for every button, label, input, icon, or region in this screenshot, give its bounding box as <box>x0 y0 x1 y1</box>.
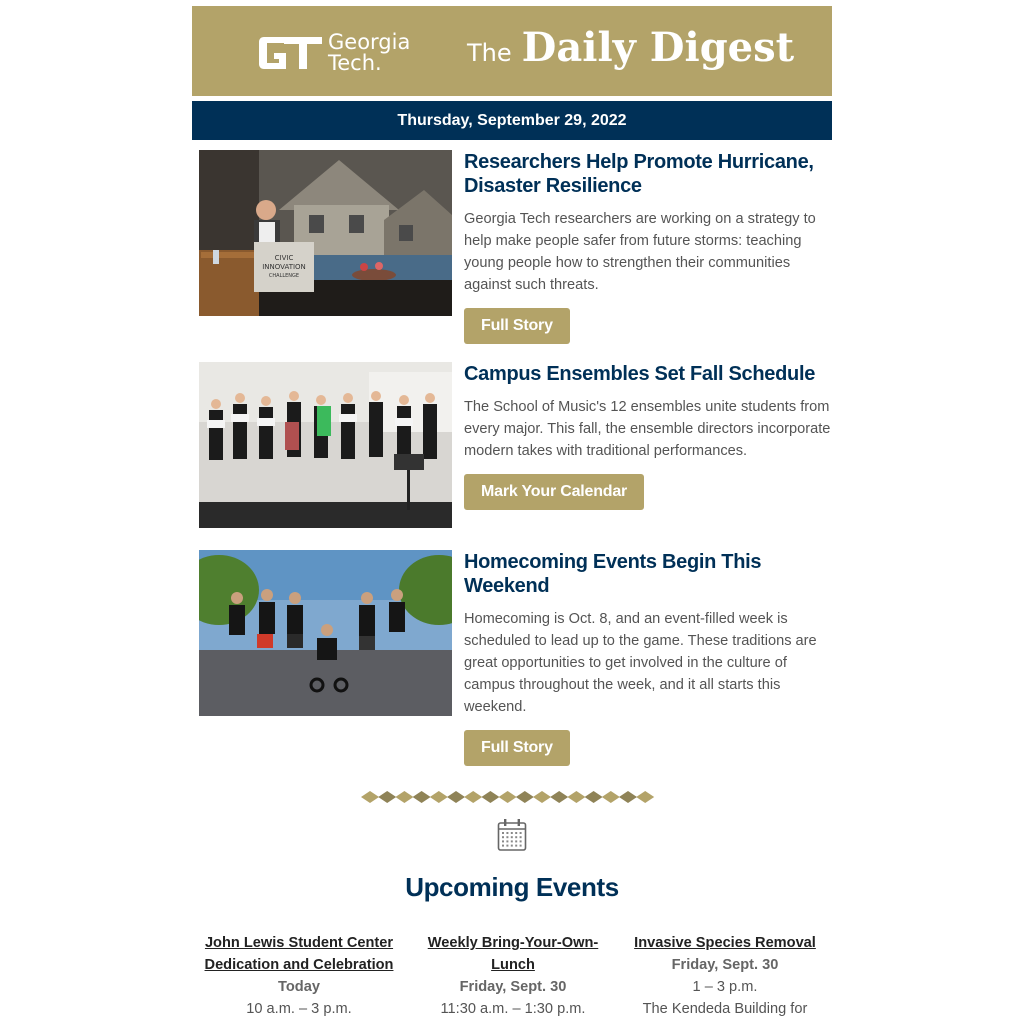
calendar-grid-dot <box>520 840 522 842</box>
divider-diamond <box>602 791 620 803</box>
masthead-header <box>192 6 832 96</box>
story-text <box>464 150 831 344</box>
story-photo-homecoming[interactable] <box>199 550 452 716</box>
story-summary: The School of Music's 12 ensembles unite students from every major. This fall, the ensemble directors incorporate modern takes with traditional performances. <box>464 399 831 459</box>
calendar-grid-dot <box>515 845 517 847</box>
story-card <box>199 150 831 350</box>
calendar-grid-dot <box>506 832 508 834</box>
event-date: Friday, Sept. 30 <box>671 957 779 973</box>
event-location: The Kendeda Building for <box>642 1001 808 1017</box>
divider-diamond <box>636 791 654 803</box>
calendar-grid-dot <box>511 845 513 847</box>
calendar-grid-dot <box>511 840 513 842</box>
calendar-grid-dot <box>515 840 517 842</box>
calendar-grid-dot <box>502 836 504 838</box>
masthead-the: The <box>467 39 512 67</box>
story-title[interactable]: Researchers Help Promote Hurricane, Disaster Resilience <box>464 151 814 197</box>
divider-diamond <box>533 791 551 803</box>
event-time: 11:30 a.m. – 1:30 p.m. <box>440 1001 586 1017</box>
event-item <box>199 932 399 1020</box>
divider-diamond <box>378 791 396 803</box>
divider-diamond <box>516 791 534 803</box>
divider-diamond <box>567 791 585 803</box>
story-photo-ensembles[interactable] <box>199 362 452 528</box>
story-card <box>199 362 831 542</box>
calendar-grid-dot <box>511 832 513 834</box>
divider-diamond <box>585 791 603 803</box>
event-title-link[interactable]: John Lewis Student Center Dedication and Celebration <box>204 935 394 973</box>
diamond-divider <box>361 788 663 806</box>
masthead-daily-digest: Daily Digest <box>521 24 795 71</box>
event-date: Today <box>278 979 320 995</box>
event-date: Friday, Sept. 30 <box>459 979 567 995</box>
logo-line-1: Georgia <box>328 30 411 54</box>
logo-wordmark <box>328 32 410 74</box>
full-story-button[interactable]: Full Story <box>464 308 570 344</box>
story-photo-hurricane[interactable] <box>199 150 452 316</box>
event-time: 10 a.m. – 3 p.m. <box>246 1001 352 1017</box>
date-band: Thursday, September 29, 2022 <box>192 101 832 140</box>
event-time: 1 – 3 p.m. <box>692 979 758 995</box>
full-story-button[interactable]: Full Story <box>464 730 570 766</box>
podium-sign-text: CIVIC <box>274 254 294 262</box>
story-title[interactable]: Campus Ensembles Set Fall Schedule <box>464 363 816 385</box>
divider-diamond <box>481 791 499 803</box>
logo-line-2: Tech. <box>328 51 382 75</box>
story-text <box>464 362 831 510</box>
calendar-icon <box>497 818 527 852</box>
event-title-link[interactable]: Weekly Bring-Your-Own-Lunch <box>427 935 599 973</box>
svg-text:CHALLENGE: CHALLENGE <box>268 273 300 279</box>
georgia-tech-logo[interactable] <box>258 30 410 76</box>
mark-your-calendar-button[interactable]: Mark Your Calendar <box>464 474 644 510</box>
story-text <box>464 550 831 766</box>
divider-diamond <box>430 791 448 803</box>
story-card <box>199 550 831 770</box>
divider-diamond <box>447 791 465 803</box>
event-item <box>413 932 613 1020</box>
calendar-grid-dot <box>506 836 508 838</box>
divider-diamond <box>464 791 482 803</box>
story-summary: Georgia Tech researchers are working on a strategy to help make people safer from future storms: teaching young people how to strengthen their communities against such threats. <box>464 211 816 293</box>
calendar-grid-dot <box>520 836 522 838</box>
masthead-title <box>467 24 794 71</box>
divider-diamond <box>413 791 431 803</box>
calendar-grid-dot <box>506 845 508 847</box>
calendar-grid-dot <box>502 832 504 834</box>
divider-diamond <box>619 791 637 803</box>
story-summary: Homecoming is Oct. 8, and an event-filled week is scheduled to lead up to the game. These traditions are great opportunities to get involved in the culture of campus throughout the week, and it all starts this weekend. <box>464 611 817 715</box>
calendar-grid-dot <box>502 840 504 842</box>
upcoming-events-title: Upcoming Events <box>405 872 619 902</box>
calendar-grid-dot <box>506 840 508 842</box>
divider-diamond <box>361 791 379 803</box>
calendar-grid-dot <box>520 845 522 847</box>
divider-diamond <box>395 791 413 803</box>
event-title-link[interactable]: Invasive Species Removal <box>634 935 816 951</box>
calendar-grid-dot <box>515 832 517 834</box>
divider-diamond <box>550 791 568 803</box>
story-title[interactable]: Homecoming Events Begin This Weekend <box>464 551 762 597</box>
newsletter <box>192 6 832 96</box>
calendar-grid-dot <box>515 836 517 838</box>
gt-monogram-icon <box>258 31 324 75</box>
calendar-grid-dot <box>520 832 522 834</box>
svg-text:INNOVATION: INNOVATION <box>262 263 306 271</box>
calendar-grid-dot <box>502 845 504 847</box>
event-item <box>625 932 825 1020</box>
divider-diamond <box>499 791 517 803</box>
calendar-grid-dot <box>511 836 513 838</box>
